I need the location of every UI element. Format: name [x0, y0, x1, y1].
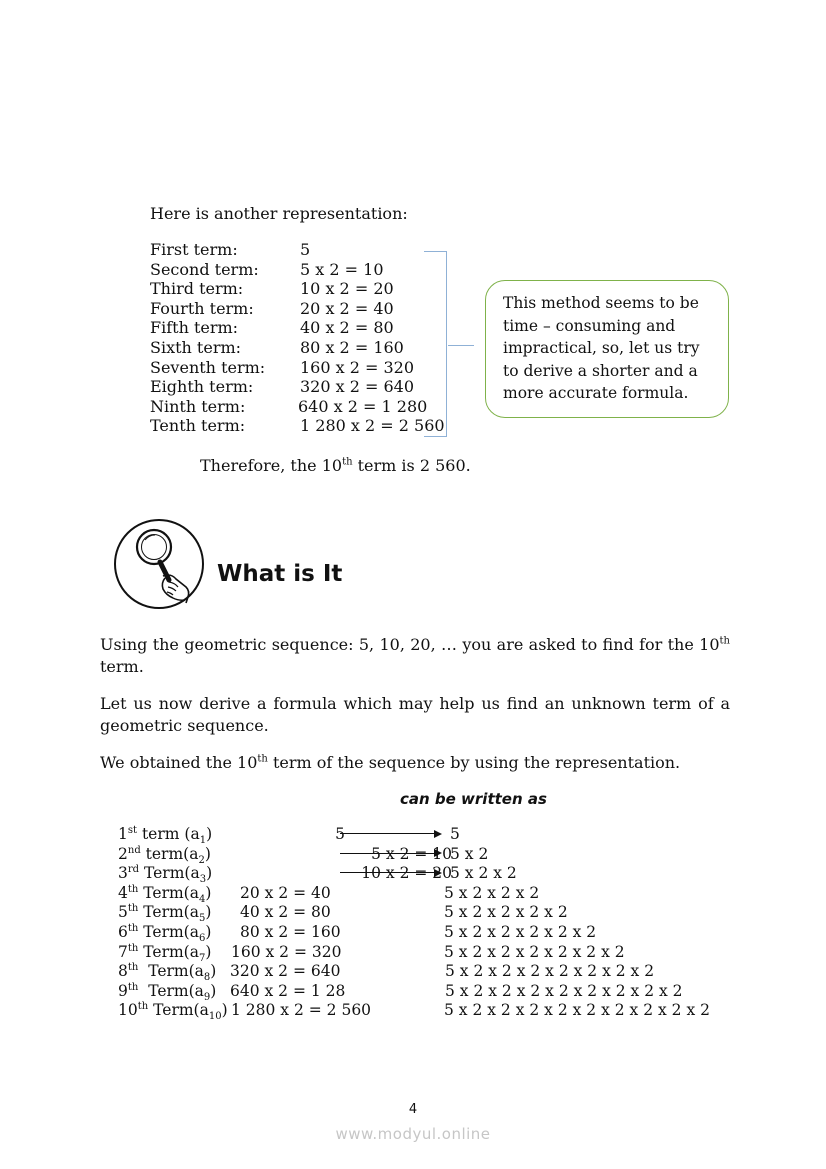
conclusion-after: term is 2 560. [352, 456, 471, 475]
conclusion-text [200, 456, 471, 476]
p1-before: Using the geometric sequence: 5, 10, 20, … you are asked to find for the 10 [100, 635, 720, 654]
paragraph-1 [100, 634, 730, 678]
conclusion-sup: th [342, 456, 353, 468]
table-row [118, 845, 758, 865]
term-expanded: 5 x 2 x 2 x 2 x 2 [444, 903, 568, 922]
magnifying-glass-icon [113, 518, 205, 610]
table-row [118, 825, 758, 845]
term-calc: 640 x 2 = 1 28 [230, 981, 346, 1000]
term-calc: 80 x 2 = 160 [240, 923, 341, 941]
rep-label: Sixth term: [150, 338, 242, 357]
bracket-connector [448, 345, 474, 346]
table-row [118, 923, 758, 943]
table-row [118, 962, 758, 982]
conclusion-before: Therefore, the 10 [200, 456, 343, 475]
rep-label: Eighth term: [150, 377, 254, 397]
note-box: This method seems to be time – consuming and impractical, so, let us try to derive a shorter and a more accurate formula. [485, 280, 729, 418]
rep-label: Tenth term: [150, 416, 246, 436]
p3-before: We obtained the 10 [100, 753, 258, 772]
rep-label: Fourth term: [150, 298, 254, 318]
term-label: 5th $Term(a_5)$ [118, 903, 212, 925]
section-title: What is It [217, 561, 343, 587]
term-label: 1st term $(a_1)$ [118, 824, 213, 847]
rep-label: Seventh term: [150, 357, 266, 377]
p1-sup: th [719, 635, 730, 647]
term-expanded: 5 x 2 x 2 [450, 864, 517, 883]
term-label: 2nd $term(a_2)$ [118, 844, 211, 866]
term-calc: 320 x 2 = 640 [230, 962, 341, 981]
term-label: 8th $Term(a_8)$ [118, 962, 217, 984]
table-row [118, 864, 758, 884]
p3-sup: th [257, 753, 268, 765]
rep-value: 5 [300, 240, 311, 259]
term-expanded: 5 x 2 x 2 x 2 x 2 x 2 x 2 x 2 [445, 962, 655, 981]
term-calc: 10 x 2 = 20 [361, 864, 452, 883]
term-label: 10th $Term(a_{10})$ [118, 1001, 228, 1023]
caption-can-be-written-as: can be written as [400, 790, 547, 808]
rep-label: Ninth term: [150, 396, 246, 416]
rep-label: First term: [150, 240, 238, 259]
term-calc: 1 280 x 2 = 2 560 [231, 1001, 372, 1020]
watermark: www.modyul.online [335, 1125, 491, 1143]
term-expanded: 5 x 2 x 2 x 2 [444, 883, 540, 902]
term-expanded: 5 x 2 x 2 x 2 x 2 x 2 x 2 [444, 942, 625, 961]
rep-value: 20 x 2 = 40 [300, 298, 394, 318]
rep-value: 40 x 2 = 80 [300, 318, 394, 338]
rep-value: 80 x 2 = 160 [300, 338, 404, 357]
paragraph-2: Let us now derive a formula which may help us find an unknown term of a geometric sequence. [100, 694, 730, 735]
rep-value: 320 x 2 = 640 [300, 377, 415, 397]
term-label: 6th $Term(a_6)$ [118, 922, 212, 945]
table-row [118, 943, 758, 963]
term-calc: 160 x 2 = 320 [231, 942, 342, 961]
term-expanded: 5 x 2 x 2 x 2 x 2 x 2 x 2 x 2 x 2 [445, 981, 683, 1000]
term-calc: 20 x 2 = 40 [240, 883, 331, 902]
rep-value: 10 x 2 = 20 [300, 279, 394, 299]
table-row [118, 884, 758, 904]
term-calc: 5 x 2 = 10 [371, 844, 452, 863]
term-expanded: 5 x 2 x 2 x 2 x 2 x 2 [444, 923, 597, 941]
table-row [118, 982, 758, 1002]
p1-after: term. [100, 657, 144, 676]
term-label: 4th $Term(a_4)$ [118, 883, 212, 905]
rep-value: 1 280 x 2 = 2 560 [300, 416, 445, 436]
term-label: 3rd $Term(a_3)$ [118, 864, 213, 886]
term-expanded: 5 x 2 x 2 x 2 x 2 x 2 x 2 x 2 x 2 x 2 [444, 1001, 710, 1020]
table-row [118, 903, 758, 923]
rep-label: Third term: [150, 279, 244, 299]
term-label: 9th $Term(a_9)$ [118, 981, 217, 1003]
rep-label: Fifth term: [150, 318, 239, 338]
bracket [424, 251, 447, 437]
paragraph-3 [100, 752, 730, 774]
rep-value: 5 x 2 = 10 [300, 259, 384, 279]
term-calc: 40 x 2 = 80 [240, 903, 331, 922]
intro-text: Here is another representation: [150, 204, 408, 223]
rep-value: 160 x 2 = 320 [300, 357, 415, 377]
term-calc: 5 [335, 825, 345, 843]
term-expanded: 5 x 2 [450, 844, 489, 863]
term-expanded: 5 [450, 825, 460, 843]
page-number: 4 [408, 1102, 418, 1117]
table-row [118, 1001, 758, 1021]
rep-value: 640 x 2 = 1 280 [298, 396, 428, 416]
rep-label: Second term: [150, 259, 259, 279]
term-label: 7th $Term(a_7)$ [118, 942, 212, 964]
p3-after: term of the sequence by using the representation. [267, 753, 681, 772]
